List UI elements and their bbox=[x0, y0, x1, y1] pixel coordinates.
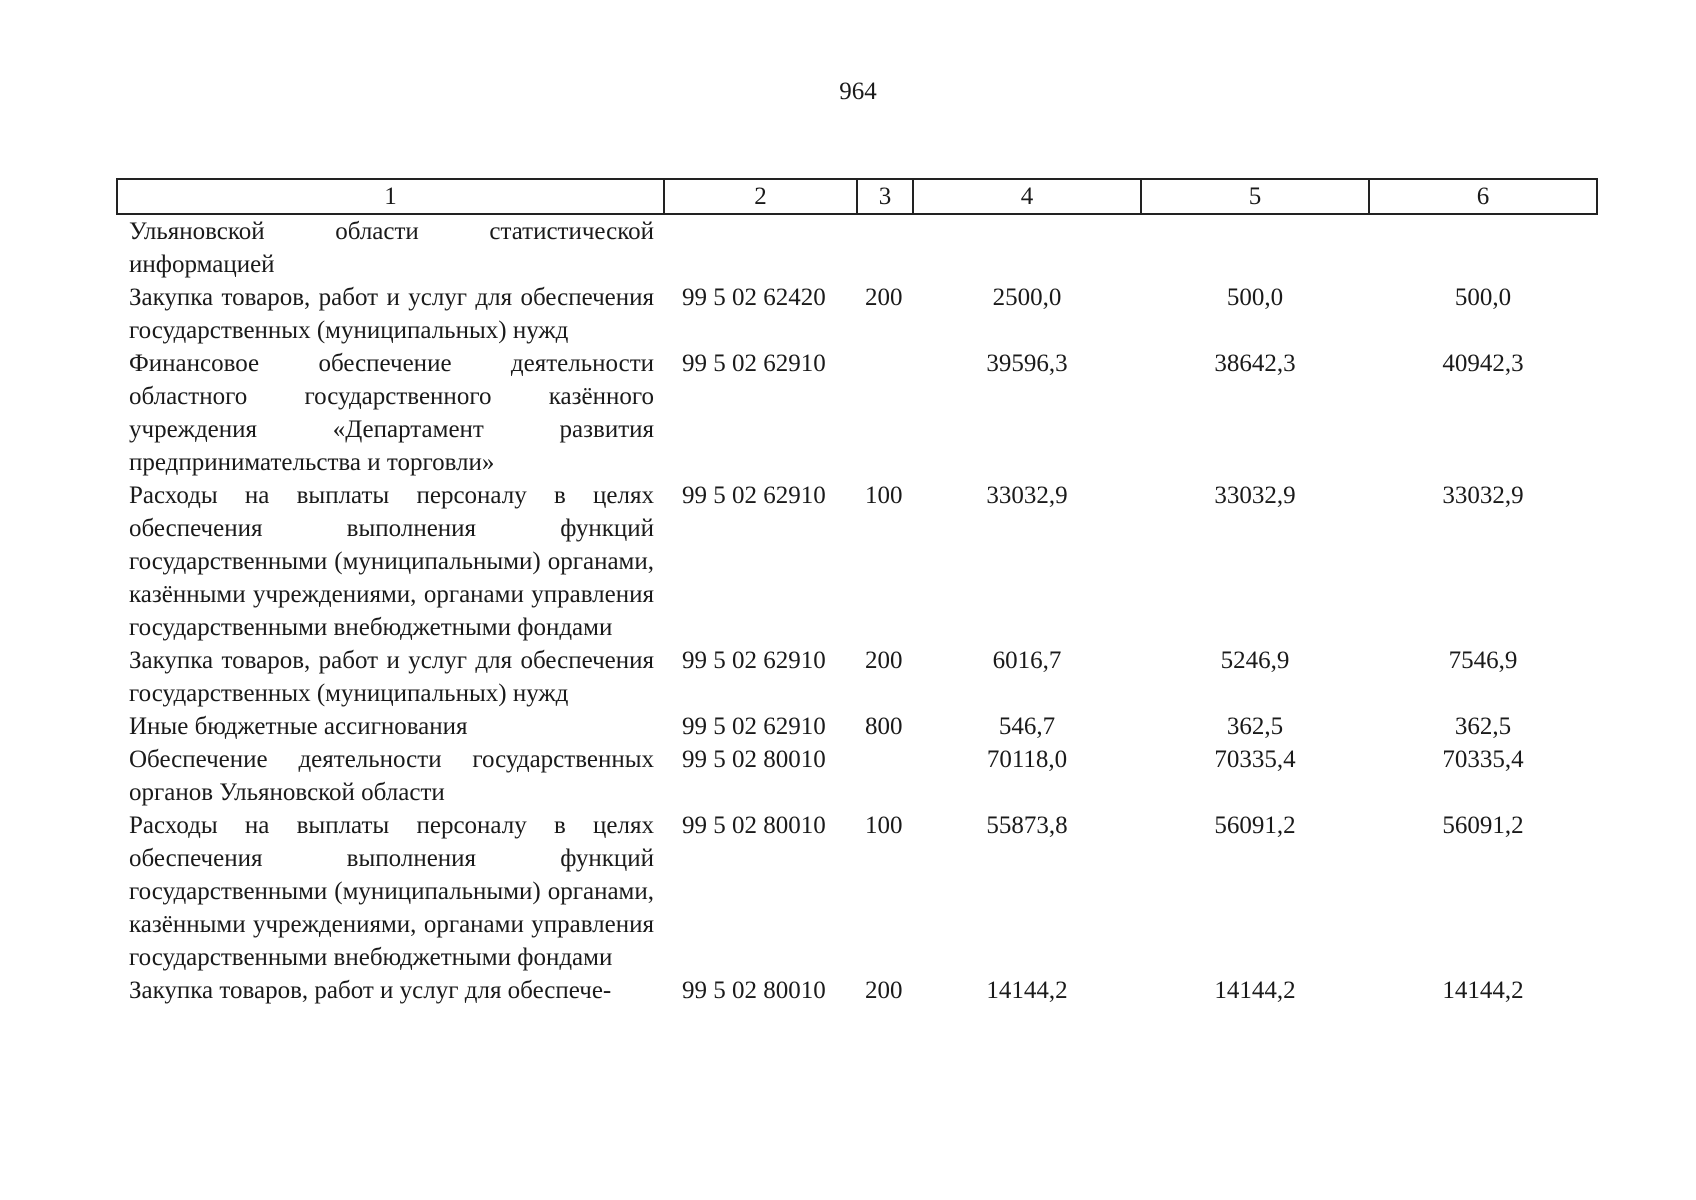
row-value-6: 33032,9 bbox=[1442, 482, 1524, 509]
row-kind: 100 bbox=[865, 482, 903, 509]
table-row bbox=[117, 710, 1597, 743]
column-header-6: 6 bbox=[1369, 179, 1597, 214]
row-value-6: 70335,4 bbox=[1442, 746, 1524, 773]
row-name: Закупка товаров, работ и услуг для обеспечения государственных (муниципальных) нужд bbox=[129, 647, 654, 707]
column-header-1: 1 bbox=[117, 179, 664, 214]
row-value-5: 56091,2 bbox=[1214, 812, 1296, 839]
table-row bbox=[117, 644, 1597, 710]
column-header-2: 2 bbox=[664, 179, 857, 214]
row-value-5: 5246,9 bbox=[1220, 647, 1290, 674]
row-value-6: 14144,2 bbox=[1442, 977, 1524, 1004]
row-value-4: 33032,9 bbox=[986, 482, 1068, 509]
row-kind bbox=[857, 214, 913, 281]
row-name: Расходы на выплаты персоналу в целях обеспечения выполнения функций государственными (муниципальными) органами, казёнными учреждениями, органами управления государственными внебюджетными фондами bbox=[129, 482, 654, 641]
row-code: 99 5 02 80010 bbox=[682, 746, 826, 773]
row-value-5: 500,0 bbox=[1226, 284, 1284, 311]
row-value-6 bbox=[1369, 214, 1597, 281]
row-name: Финансовое обеспечение деятельности областного государственного казённого учреждения «Департамент развития предпринимательства и торговли» bbox=[129, 350, 654, 476]
row-name: Расходы на выплаты персоналу в целях обеспечения выполнения функций государственными (муниципальными) органами, казёнными учреждениями, органами управления государственными внебюджетными фондами bbox=[129, 812, 654, 971]
row-name: Ульяновской области статистической информацией bbox=[129, 218, 654, 278]
budget-table bbox=[116, 178, 1598, 1007]
row-value-5: 33032,9 bbox=[1214, 482, 1296, 509]
row-kind bbox=[857, 743, 913, 809]
column-header-4: 4 bbox=[913, 179, 1141, 214]
row-code: 99 5 02 62910 bbox=[682, 350, 826, 377]
page-number: 964 bbox=[839, 78, 877, 105]
row-value-5: 70335,4 bbox=[1214, 746, 1296, 773]
row-code: 99 5 02 80010 bbox=[682, 812, 826, 839]
row-kind: 800 bbox=[865, 713, 903, 740]
row-value-4: 39596,3 bbox=[986, 350, 1068, 377]
row-kind: 200 bbox=[865, 977, 903, 1004]
row-value-4: 546,7 bbox=[998, 713, 1056, 740]
row-value-6: 7546,9 bbox=[1448, 647, 1518, 674]
table-row bbox=[117, 214, 1597, 281]
row-value-6: 40942,3 bbox=[1442, 350, 1524, 377]
row-kind: 100 bbox=[865, 812, 903, 839]
row-value-5: 38642,3 bbox=[1214, 350, 1296, 377]
row-code: 99 5 02 62910 bbox=[682, 713, 826, 740]
row-value-6: 362,5 bbox=[1454, 713, 1512, 740]
row-value-5: 362,5 bbox=[1226, 713, 1284, 740]
row-code: 99 5 02 62420 bbox=[682, 284, 826, 311]
table-row bbox=[117, 347, 1597, 479]
column-header-3: 3 bbox=[857, 179, 913, 214]
row-code bbox=[664, 214, 857, 281]
row-value-4: 55873,8 bbox=[986, 812, 1068, 839]
row-code: 99 5 02 62910 bbox=[682, 647, 826, 674]
column-header-5: 5 bbox=[1141, 179, 1369, 214]
row-value-4: 14144,2 bbox=[986, 977, 1068, 1004]
row-value-5: 14144,2 bbox=[1214, 977, 1296, 1004]
table-header-row bbox=[117, 179, 1597, 214]
row-kind: 200 bbox=[865, 647, 903, 674]
row-value-6: 56091,2 bbox=[1442, 812, 1524, 839]
table-row bbox=[117, 479, 1597, 644]
row-name: Закупка товаров, работ и услуг для обеспече- bbox=[129, 977, 612, 1004]
table-row bbox=[117, 743, 1597, 809]
row-value-6: 500,0 bbox=[1454, 284, 1512, 311]
row-value-4: 2500,0 bbox=[992, 284, 1062, 311]
row-kind bbox=[857, 347, 913, 479]
table-row bbox=[117, 281, 1597, 347]
table-row bbox=[117, 809, 1597, 974]
table-row bbox=[117, 974, 1597, 1007]
row-name: Закупка товаров, работ и услуг для обеспечения государственных (муниципальных) нужд bbox=[129, 284, 654, 344]
row-kind: 200 bbox=[865, 284, 903, 311]
row-code: 99 5 02 62910 bbox=[682, 482, 826, 509]
row-value-4: 70118,0 bbox=[986, 746, 1068, 773]
row-name: Обеспечение деятельности государственных органов Ульяновской области bbox=[129, 746, 654, 806]
row-value-4: 6016,7 bbox=[992, 647, 1062, 674]
row-name: Иные бюджетные ассигнования bbox=[129, 713, 468, 740]
row-value-5 bbox=[1141, 214, 1369, 281]
row-code: 99 5 02 80010 bbox=[682, 977, 826, 1004]
row-value-4 bbox=[913, 214, 1141, 281]
